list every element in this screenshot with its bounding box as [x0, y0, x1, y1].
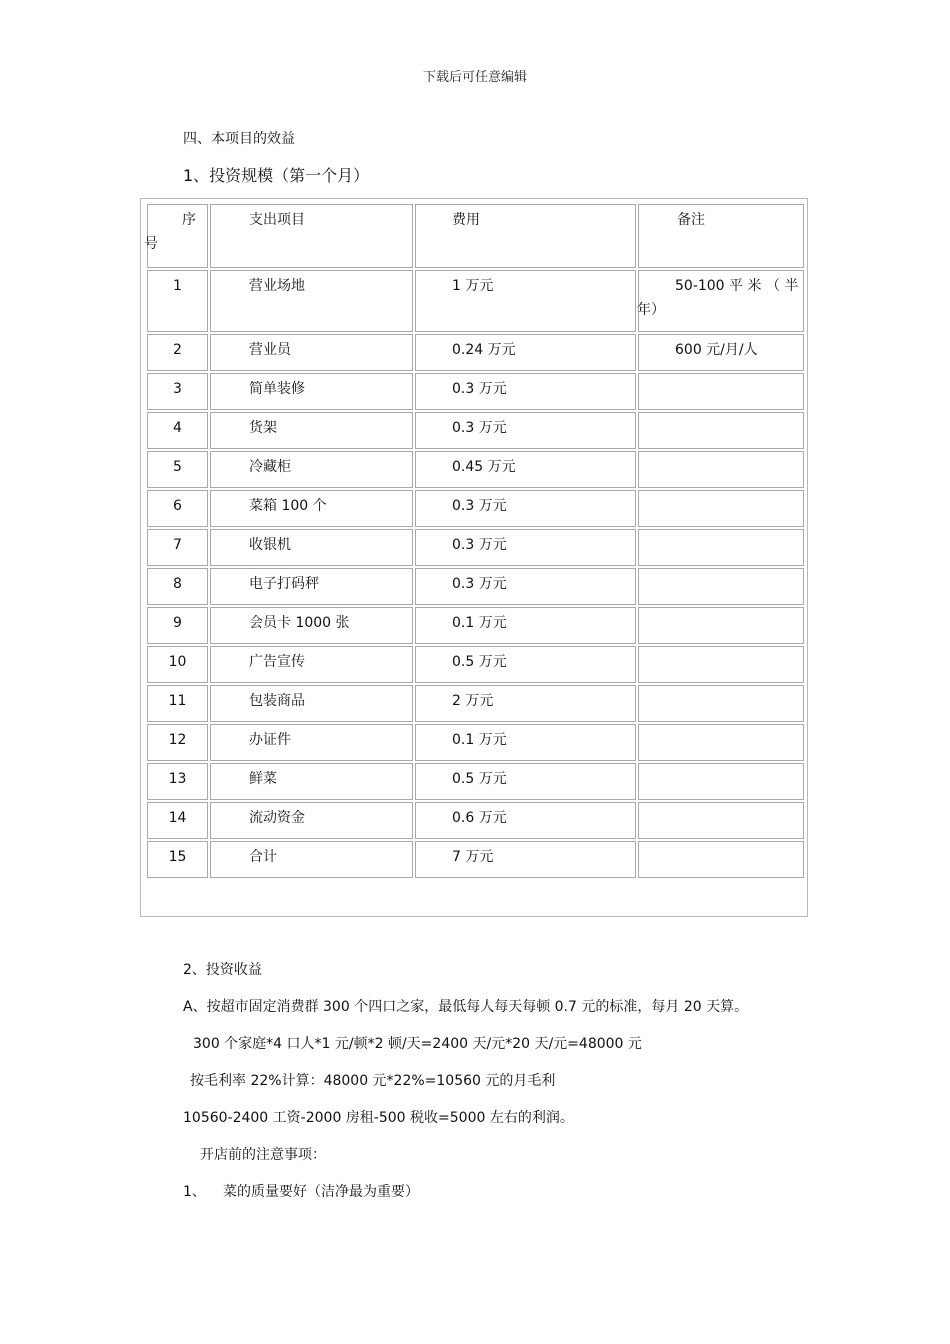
row-note [638, 412, 804, 449]
row-fee: 0.45 万元 [415, 451, 636, 488]
table-row [147, 802, 804, 839]
row-fee: 1 万元 [415, 270, 636, 332]
table-row [147, 451, 804, 488]
row-item: 会员卡 1000 张 [210, 607, 413, 644]
row-note [638, 763, 804, 800]
row-index: 5 [147, 451, 208, 488]
header-cell-note: 备注 [638, 204, 804, 268]
row-fee: 0.5 万元 [415, 646, 636, 683]
row-note [638, 334, 804, 371]
row-note [638, 490, 804, 527]
table-row [147, 529, 804, 566]
table-row [147, 373, 804, 410]
header-cell-index [144, 204, 208, 268]
row-index: 6 [147, 490, 208, 527]
row-index: 2 [147, 334, 208, 371]
row-item: 营业员 [210, 334, 413, 371]
row-fee: 0.5 万元 [415, 763, 636, 800]
paragraph-notes-title: 开店前的注意事项： [200, 1147, 326, 1163]
row-fee: 0.3 万元 [415, 568, 636, 605]
row-note [638, 841, 804, 878]
row-fee: 0.1 万元 [415, 607, 636, 644]
row-item: 流动资金 [210, 802, 413, 839]
row-note-line1: 600 元/月/人 [675, 342, 758, 358]
row-fee: 2 万元 [415, 685, 636, 722]
paragraph-note-1 [183, 1181, 419, 1201]
row-item: 广告宣传 [210, 646, 413, 683]
note-1-number: 1、 [183, 1184, 206, 1200]
row-fee: 7 万元 [415, 841, 636, 878]
row-index: 1 [147, 270, 208, 332]
row-index: 9 [147, 607, 208, 644]
row-note [638, 451, 804, 488]
row-item: 冷藏柜 [210, 451, 413, 488]
row-note [638, 270, 804, 332]
table-row [147, 763, 804, 800]
row-fee: 0.3 万元 [415, 529, 636, 566]
sub-title: 1、投资规模（第一个月） [183, 166, 370, 185]
row-fee: 0.3 万元 [415, 373, 636, 410]
row-fee: 0.24 万元 [415, 334, 636, 371]
note-1-text: 菜的质量要好（洁净最为重要） [223, 1184, 419, 1200]
row-item: 营业场地 [210, 270, 413, 332]
table-row [147, 685, 804, 722]
row-index: 12 [147, 724, 208, 761]
row-note [638, 802, 804, 839]
row-index: 3 [147, 373, 208, 410]
table-header-row [147, 204, 804, 268]
row-fee: 0.3 万元 [415, 412, 636, 449]
row-index: 10 [147, 646, 208, 683]
row-fee: 0.3 万元 [415, 490, 636, 527]
row-item: 收银机 [210, 529, 413, 566]
row-note [638, 529, 804, 566]
row-item: 简单装修 [210, 373, 413, 410]
investment-table-grid [145, 202, 806, 880]
row-index: 13 [147, 763, 208, 800]
paragraph-investment-return: 2、投资收益 [183, 962, 262, 978]
table-row [147, 490, 804, 527]
table-row [147, 412, 804, 449]
row-note [638, 568, 804, 605]
row-item: 菜箱 100 个 [210, 490, 413, 527]
section-title: 四、本项目的效益 [183, 131, 295, 147]
row-item: 鲜菜 [210, 763, 413, 800]
paragraph-assumption: A、按超市固定消费群 300 个四口之家，最低每人每天每顿 0.7 元的标准，每月 20 天算。 [183, 999, 749, 1015]
paragraph-gross-margin: 按毛利率 22%计算：48000 元*22%=10560 元的月毛利 [190, 1073, 556, 1089]
table-row [147, 607, 804, 644]
table-row [147, 841, 804, 878]
row-item: 包装商品 [210, 685, 413, 722]
investment-table [140, 198, 808, 917]
paragraph-revenue-calc: 300 个家庭*4 口人*1 元/顿*2 顿/天=2400 天/元*20 天/元=48000 元 [193, 1036, 642, 1052]
table-row [147, 270, 804, 332]
row-item: 货架 [210, 412, 413, 449]
header-index-line2: 号 [144, 236, 158, 252]
row-note [638, 607, 804, 644]
row-index: 8 [147, 568, 208, 605]
header-index-line1: 序 [182, 212, 196, 228]
row-item: 电子打码秤 [210, 568, 413, 605]
row-index: 14 [147, 802, 208, 839]
row-index: 7 [147, 529, 208, 566]
row-note [638, 685, 804, 722]
row-note [638, 724, 804, 761]
row-note [638, 646, 804, 683]
row-fee: 0.1 万元 [415, 724, 636, 761]
row-note-line1: 50-100 平 米 （ 半 [675, 278, 799, 294]
row-index: 11 [147, 685, 208, 722]
row-fee: 0.6 万元 [415, 802, 636, 839]
table-row [147, 334, 804, 371]
paragraph-profit: 10560-2400 工资-2000 房租-500 税收=5000 左右的利润。 [183, 1110, 574, 1126]
row-index: 4 [147, 412, 208, 449]
row-index: 15 [147, 841, 208, 878]
row-note [638, 373, 804, 410]
header-cell-fee: 费用 [415, 204, 636, 268]
table-row [147, 724, 804, 761]
table-row [147, 646, 804, 683]
row-note-line2: 年） [637, 302, 665, 318]
table-row [147, 568, 804, 605]
row-item: 办证件 [210, 724, 413, 761]
row-item: 合计 [210, 841, 413, 878]
header-note: 下载后可任意编辑 [422, 70, 527, 85]
header-cell-item: 支出项目 [210, 204, 413, 268]
